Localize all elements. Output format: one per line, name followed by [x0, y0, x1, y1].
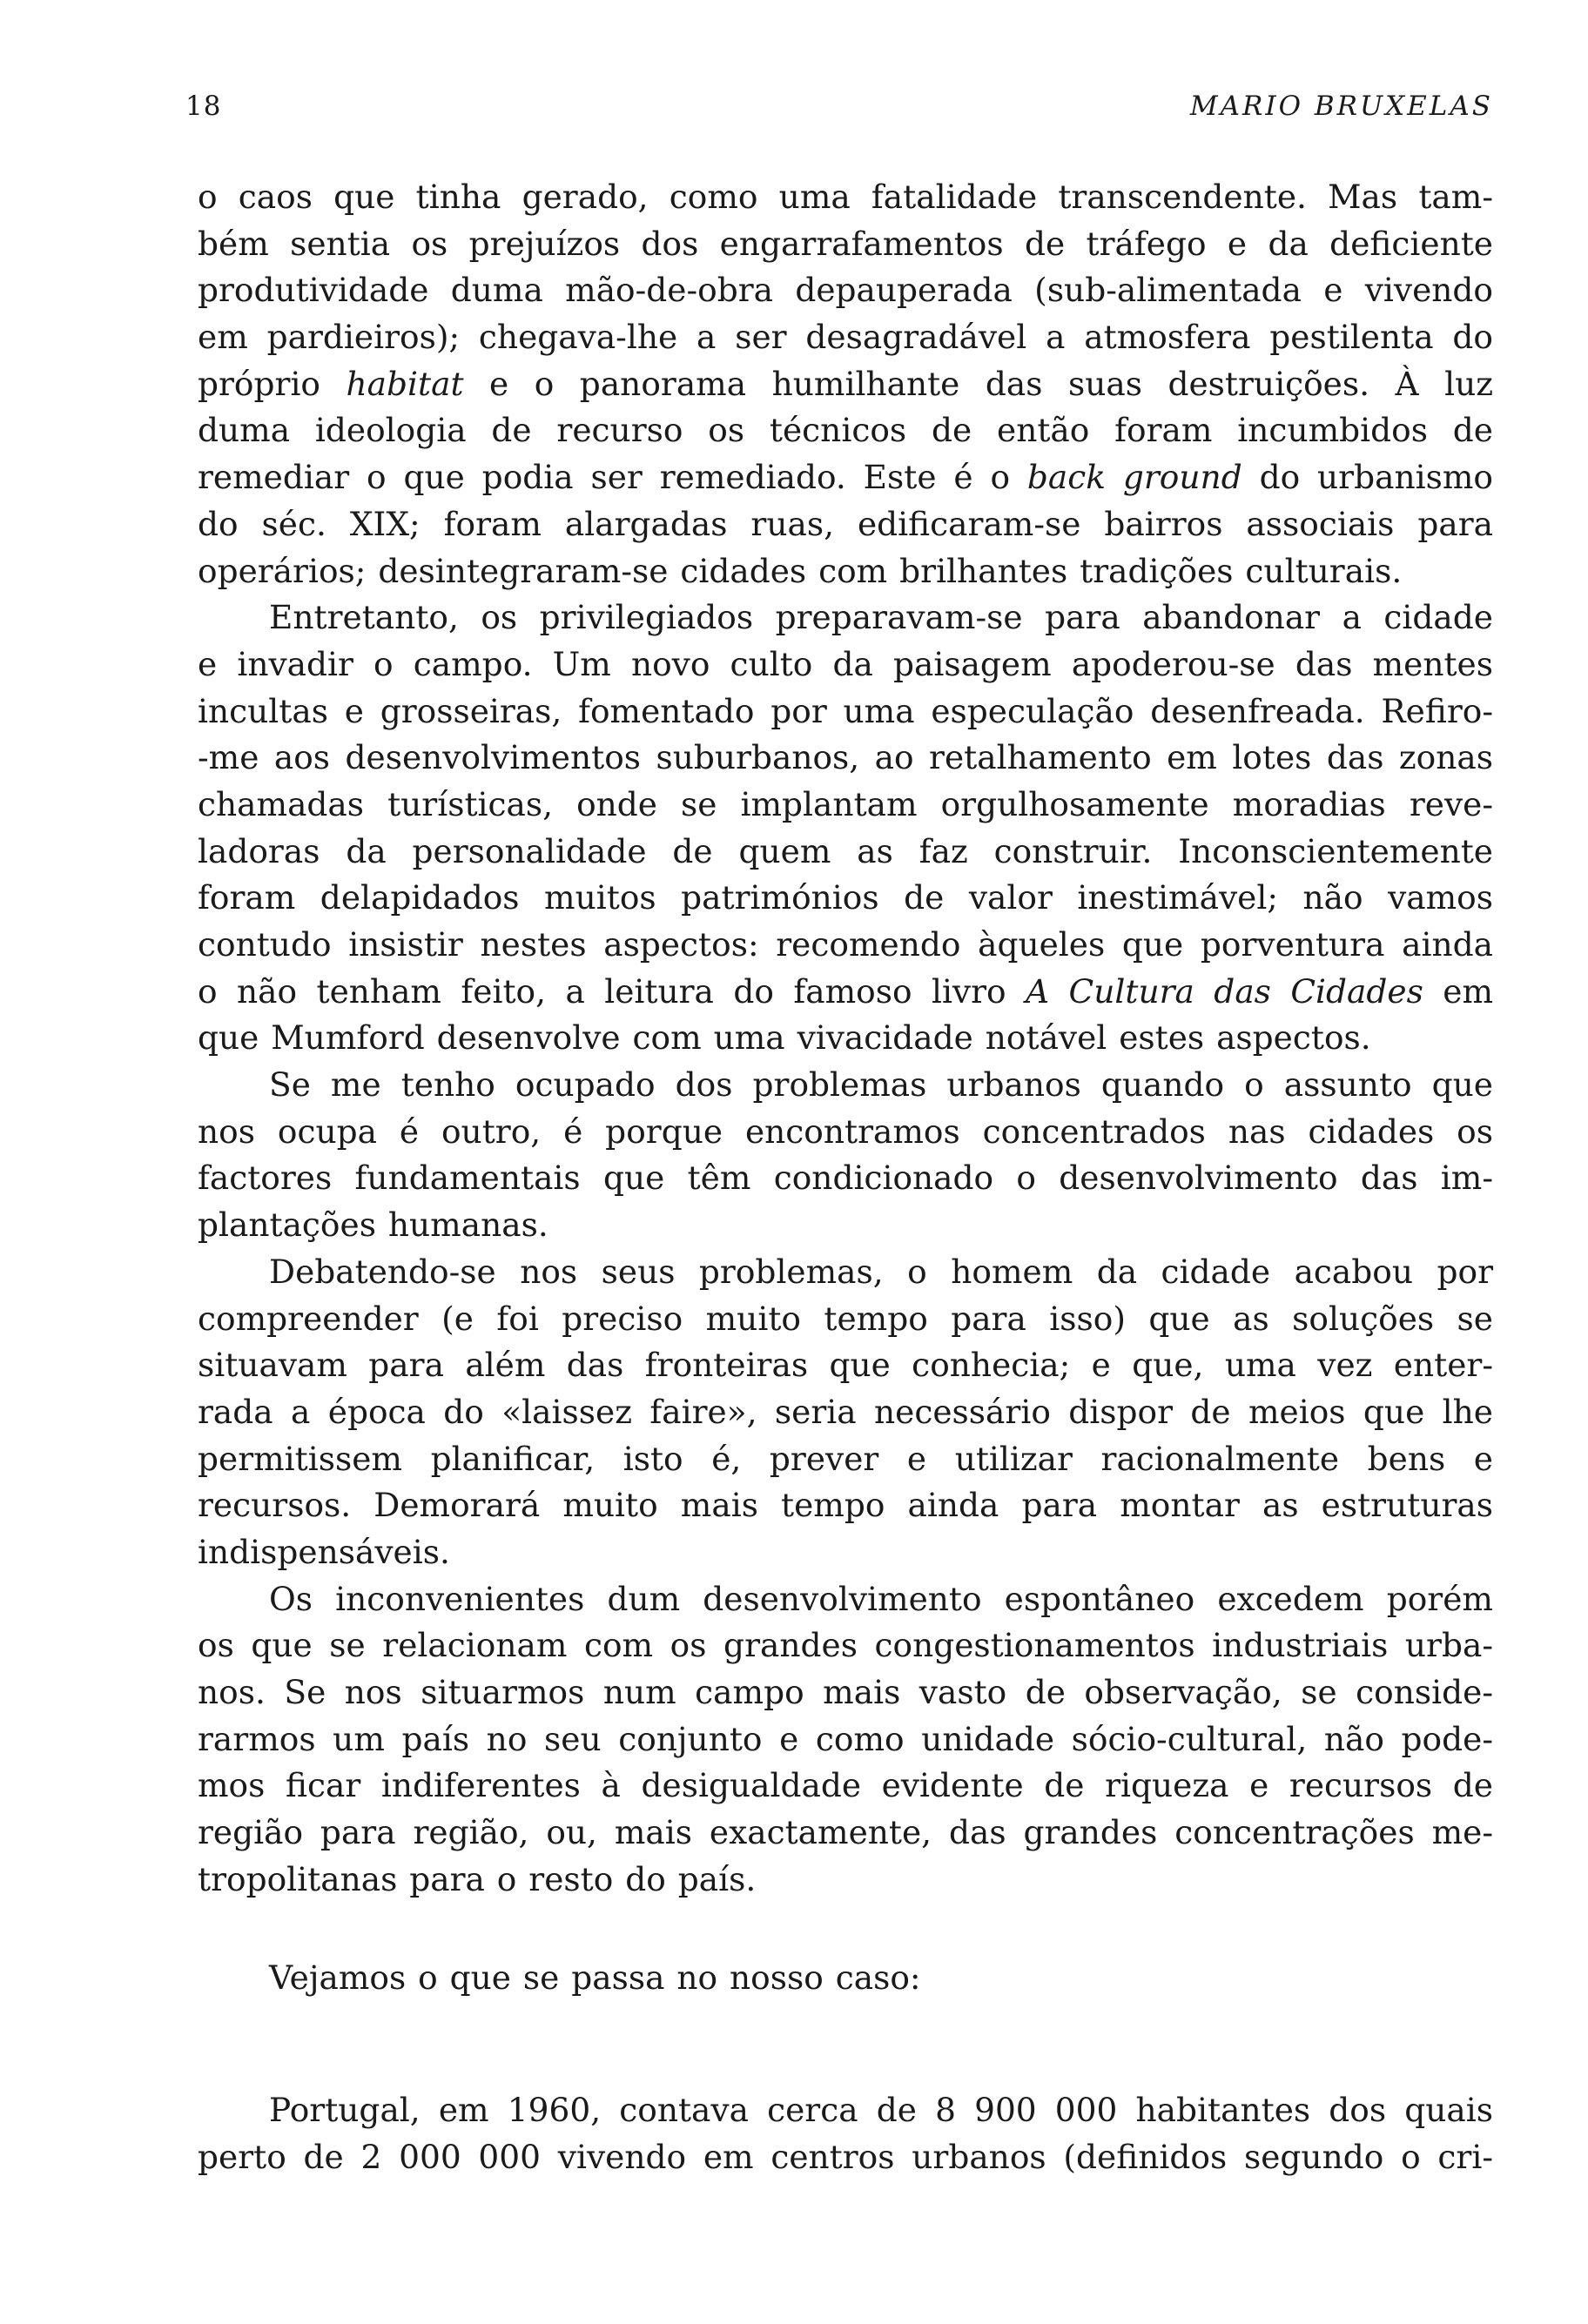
text-line: tropolitanas para o resto do país.	[198, 1859, 757, 1898]
text-line: nos ocupa é outro, é porque encontramos concentrados nas cidades os	[198, 1112, 1493, 1151]
text-segment: remediar o que podia ser remediado. Este é o	[198, 458, 1027, 497]
text-line: permitissem planificar, isto é, prever e utilizar racionalmente bens e	[198, 1439, 1493, 1478]
text-line: do séc. XIX; foram alargadas ruas, edificaram-se bairros associais para	[198, 504, 1493, 543]
text-segment: em	[1423, 971, 1493, 1011]
text-line	[198, 454, 1493, 501]
body-text	[198, 174, 1493, 2181]
text-line: indispensáveis.	[198, 1532, 450, 1571]
text-segment: o não tenham feito, a leitura do famoso livro	[198, 971, 1026, 1011]
text-line: incultas e grosseiras, fomentado por uma especulação desenfreada. Refiro-	[198, 691, 1493, 730]
text-line: foram delapidados muitos patrimónios de valor inestimável; não vamos	[198, 878, 1493, 917]
text-line: contudo insistir nestes aspectos: recomendo àqueles que porventura ainda	[198, 925, 1493, 964]
text-line: nos. Se nos situarmos num campo mais vasto de observação, se conside-	[198, 1673, 1493, 1711]
text-line: em pardieiros); chegava-lhe a ser desagradável a atmosfera pestilenta do	[198, 318, 1493, 357]
text-line: os que se relacionam com os grandes congestionamentos industriais urba-	[198, 1626, 1493, 1665]
text-segment: do urbanismo	[1241, 458, 1493, 497]
paragraph	[198, 174, 1493, 594]
text-line: -me aos desenvolvimentos suburbanos, ao retalhamento em lotes das zonas	[198, 738, 1493, 777]
text-line: recursos. Demorará muito mais tempo ainda para montar as estruturas	[198, 1486, 1493, 1525]
paragraph	[198, 1249, 1493, 1576]
text-line: rarmos um país no seu conjunto e como unidade sócio-cultural, não pode-	[198, 1719, 1493, 1758]
italic-term: habitat	[346, 364, 464, 403]
text-line: produtividade duma mão-de-obra depauperada (sub-alimentada e vivendo	[198, 271, 1493, 310]
text-line: o caos que tinha gerado, como uma fatalidade transcendente. Mas tam-	[198, 178, 1493, 216]
text-line: ladoras da personalidade de quem as faz construir. Inconscientemente	[198, 831, 1493, 870]
text-line: Os inconvenientes dum desenvolvimento espontâneo excedem porém	[269, 1579, 1493, 1618]
text-line: perto de 2 000 000 vivendo em centros urbanos (definidos segundo o cri-	[198, 2137, 1493, 2176]
paragraph	[198, 2087, 1493, 2180]
text-line: mos ficar indiferentes à desigualdade evidente de riqueza e recursos de	[198, 1766, 1493, 1805]
text-line: rada a época do «laissez faire», seria necessário dispor de meios que lhe	[198, 1392, 1493, 1431]
text-segment: e o panorama humilhante das suas destruições. À luz	[463, 364, 1493, 403]
italic-term: back ground	[1026, 458, 1242, 497]
text-line: duma ideologia de recurso os técnicos de então foram incumbidos de	[198, 411, 1493, 450]
text-line	[198, 969, 1493, 1016]
text-line: compreender (e foi preciso muito tempo para isso) que as soluções se	[198, 1299, 1493, 1338]
text-line: plantações humanas.	[198, 1206, 548, 1245]
text-line: bém sentia os prejuízos dos engarrafamentos de tráfego e da deficiente	[198, 224, 1493, 263]
paragraph	[198, 1955, 1493, 2002]
text-line: Debatendo-se nos seus problemas, o homem da cidade acabou por	[269, 1252, 1493, 1291]
text-line: factores fundamentais que têm condicionado o desenvolvimento das im-	[198, 1159, 1493, 1198]
paragraph	[198, 594, 1493, 1062]
text-line: operários; desintegraram-se cidades com brilhantes tradições culturais.	[198, 551, 1403, 590]
text-line: Vejamos o que se passa no nosso caso:	[269, 1958, 921, 1998]
running-title: MARIO BRUXELAS	[1189, 91, 1493, 122]
page-number: 18	[185, 91, 222, 122]
paragraph	[198, 1062, 1493, 1249]
text-line: região para região, ou, mais exactamente, das grandes concentrações me-	[198, 1813, 1493, 1852]
text-segment: próprio	[198, 364, 347, 403]
text-line: e invadir o campo. Um novo culto da paisagem apoderou-se das mentes	[198, 644, 1493, 683]
text-line	[198, 361, 1493, 408]
text-line: Portugal, em 1960, contava cerca de 8 900 000 habitantes dos quais	[269, 2091, 1493, 2130]
text-line: que Mumford desenvolve com uma vivacidade notável estes aspectos.	[198, 1018, 1371, 1058]
text-line: Entretanto, os privilegiados preparavam-se para abandonar a cidade	[269, 598, 1493, 637]
italic-term: A Cultura das Cidades	[1026, 971, 1423, 1011]
text-line: situavam para além das fronteiras que conhecia; e que, uma vez enter-	[198, 1346, 1493, 1385]
paragraph	[198, 1576, 1493, 1904]
text-line: chamadas turísticas, onde se implantam orgulhosamente moradias reve-	[198, 784, 1493, 823]
text-line: Se me tenho ocupado dos problemas urbanos quando o assunto que	[269, 1065, 1493, 1105]
running-header	[185, 91, 1493, 131]
